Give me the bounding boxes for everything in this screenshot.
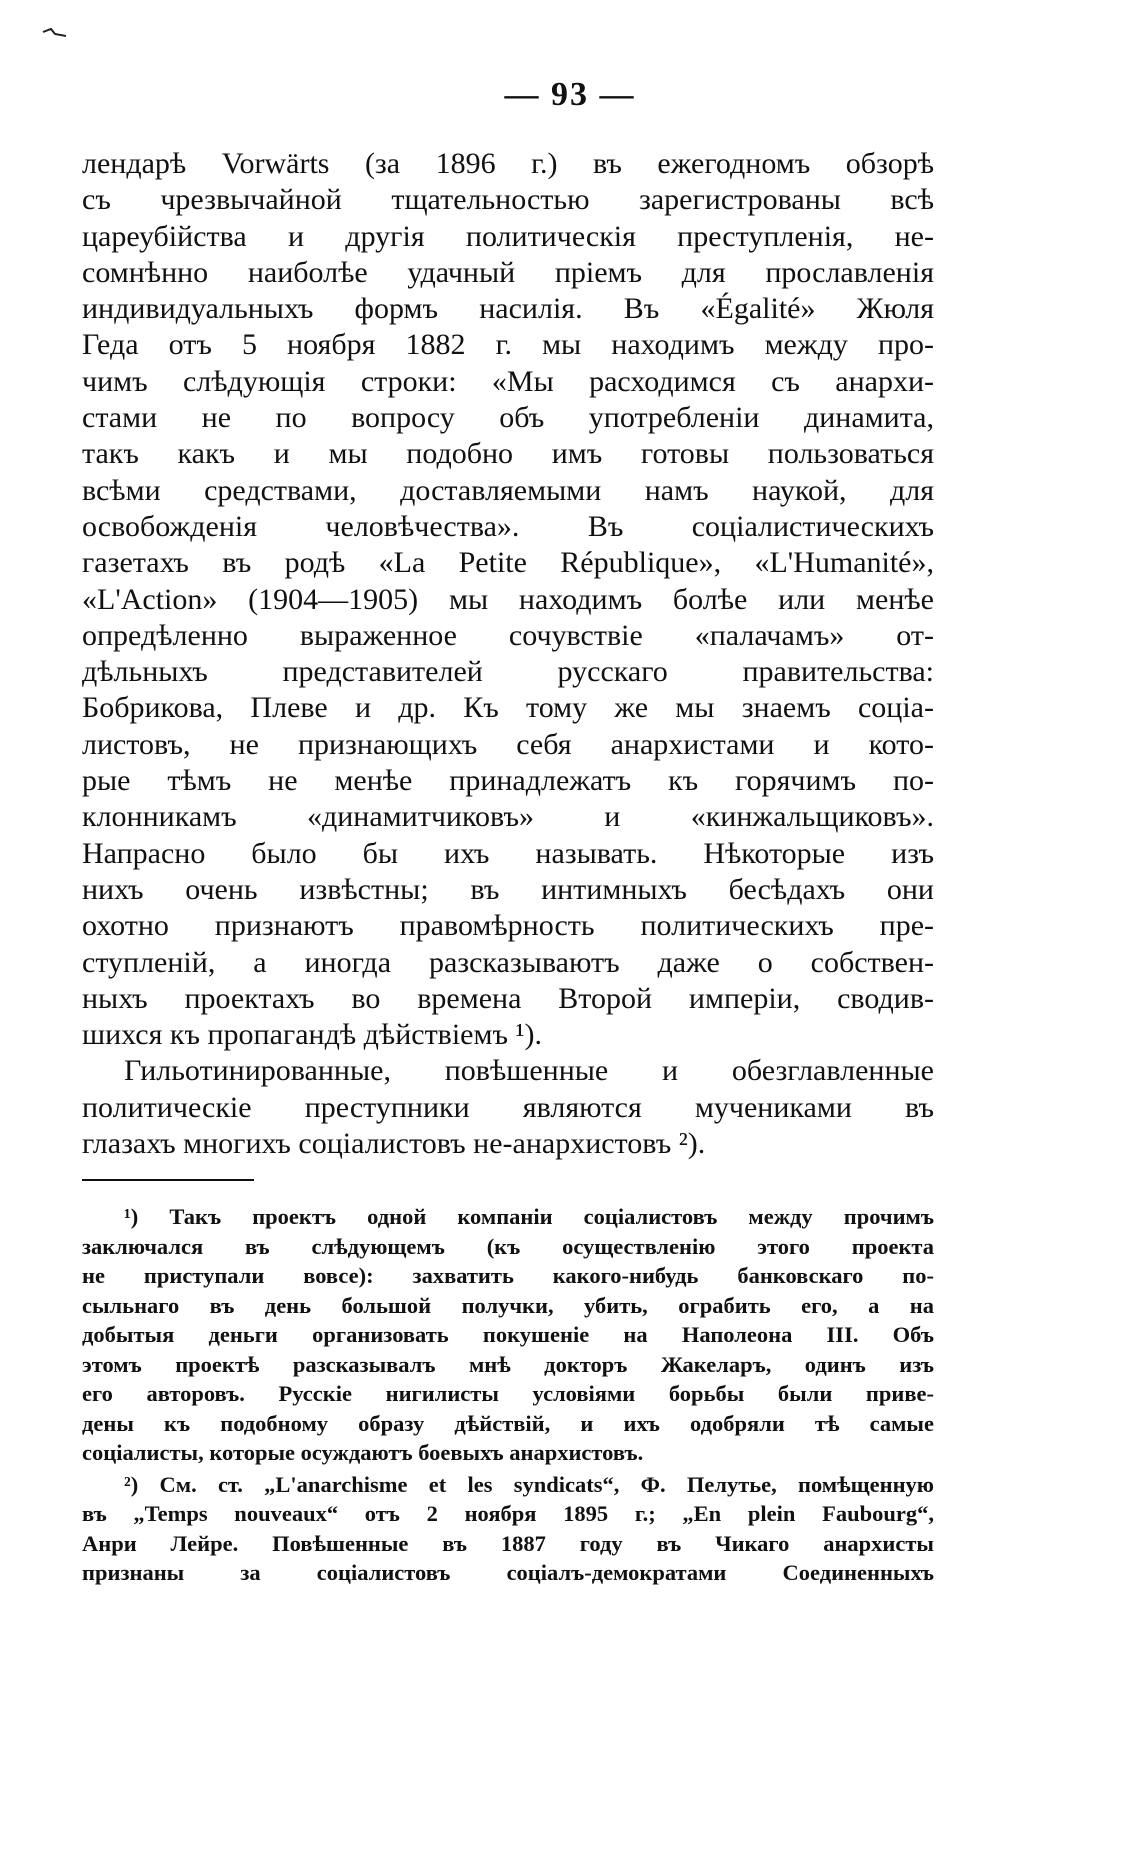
footnote-line: признаны за соціалистовъ соціалъ-демократами Соединенныхъ	[82, 1560, 934, 1585]
footnote-line: этомъ проектѣ разсказывалъ мнѣ докторъ Жакеларъ, одинъ изъ	[82, 1351, 934, 1377]
footnote-line: не приступали вовсе): захватить какого-нибудь банковскаго по-	[82, 1263, 934, 1288]
text-line: опредѣленно выраженное сочувствіе «палачамъ» от-	[82, 618, 934, 652]
footnote-line: сыльнаго въ день большой получки, убить, ограбить его, а на	[82, 1292, 934, 1318]
text-line: шихся къ пропагандѣ дѣйствіемъ ¹).	[82, 1018, 542, 1052]
footnote-2	[82, 1470, 934, 1588]
text-line: ступленій, а иногда разсказываютъ даже о собствен-	[82, 945, 934, 979]
text-line: глазахъ многихъ соціалистовъ не-анархистовъ ²).	[82, 1127, 706, 1161]
text-line: съ чрезвычайной тщательностью зарегистрованы всѣ	[82, 183, 934, 217]
text-line: дѣльныхъ представителей русскаго правительства:	[82, 655, 934, 689]
paragraph-1	[82, 146, 934, 1053]
text-line: освобожденія человѣчества». Въ соціалистическихъ	[82, 509, 934, 543]
text-line: индивидуальныхъ формъ насилія. Въ «Égalité» Жюля	[82, 292, 934, 326]
corner-smudge	[42, 26, 68, 40]
footnote-line: ²) См. ст. „L'anarchisme et les syndicats“, Ф. Пелутье, помѣщенную	[124, 1471, 934, 1497]
footnote-line: заключался въ слѣдующемъ (къ осуществленію этого проекта	[82, 1233, 934, 1259]
text-line: всѣми средствами, доставляемыми намъ наукой, для	[82, 473, 934, 507]
text-line: охотно признаютъ правомѣрность политическихъ пре-	[82, 909, 934, 943]
text-line: Бобрикова, Плеве и др. Къ тому же мы знаемъ соціа-	[82, 691, 934, 725]
text-line: листовъ, не признающихъ себя анархистами и кото-	[82, 727, 934, 761]
text-line: газетахъ въ родѣ «La Petite République», «L'Humanité»,	[82, 546, 934, 580]
footnote-line: ¹) Такъ проектъ одной компаніи соціалистовъ между прочимъ	[124, 1204, 934, 1229]
paragraph-2	[82, 1053, 934, 1162]
footnote-line: соціалисты, которые осуждаютъ боевыхъ анархистовъ.	[82, 1440, 644, 1465]
text-line: цареубійства и другія политическія преступленія, не-	[82, 219, 934, 253]
footnote-separator	[82, 1179, 254, 1181]
text-line: сомнѣнно наиболѣе удачный пріемъ для прославленія	[82, 255, 934, 289]
text-line: Напрасно было бы ихъ называть. Нѣкоторые изъ	[82, 836, 934, 870]
footnote-line: его авторовъ. Русскіе нигилисты условіями борьбы были приве-	[82, 1381, 934, 1406]
text-line: политическіе преступники являются мучениками въ	[82, 1090, 934, 1124]
page-number: — 93 —	[504, 76, 636, 113]
text-line: клонникамъ «динамитчиковъ» и «кинжальщиковъ».	[82, 800, 934, 834]
main-text	[82, 146, 934, 1162]
footnote-line: дены къ подобному образу дѣйствій, и ихъ одобряли тѣ самые	[82, 1410, 934, 1436]
text-line: Гильотинированные, повѣшенные и обезглавленные	[124, 1054, 934, 1088]
footnote-line: въ „Temps nouveaux“ отъ 2 ноября 1895 г.; „En plein Faubourg“,	[82, 1501, 934, 1526]
text-line: лендарѣ Vorwärts (за 1896 г.) въ ежегодномъ обзорѣ	[82, 147, 934, 180]
text-line: рые тѣмъ не менѣе принадлежатъ къ горячимъ по-	[82, 764, 934, 798]
footnote-1	[82, 1202, 934, 1468]
text-line: Геда отъ 5 ноября 1882 г. мы находимъ между про-	[82, 328, 934, 362]
footnotes	[82, 1202, 934, 1588]
text-line: чимъ слѣдующія строки: «Мы расходимся съ анархи-	[82, 364, 934, 398]
text-line: нихъ очень извѣстны; въ интимныхъ бесѣдахъ они	[82, 872, 934, 906]
footnote-line: Анри Лейре. Повѣшенные въ 1887 году въ Чикаго анархисты	[82, 1530, 934, 1556]
footnote-line: добытыя деньги организовать покушеніе на Наполеона III. Объ	[82, 1322, 934, 1347]
text-line: стами не по вопросу объ употребленіи динамита,	[82, 401, 934, 435]
text-line: ныхъ проектахъ во времена Второй имперіи, сводив-	[82, 981, 934, 1015]
text-line: «L'Action» (1904—1905) мы находимъ болѣе или менѣе	[82, 582, 934, 616]
text-line: такъ какъ и мы подобно имъ готовы пользоваться	[82, 437, 934, 471]
